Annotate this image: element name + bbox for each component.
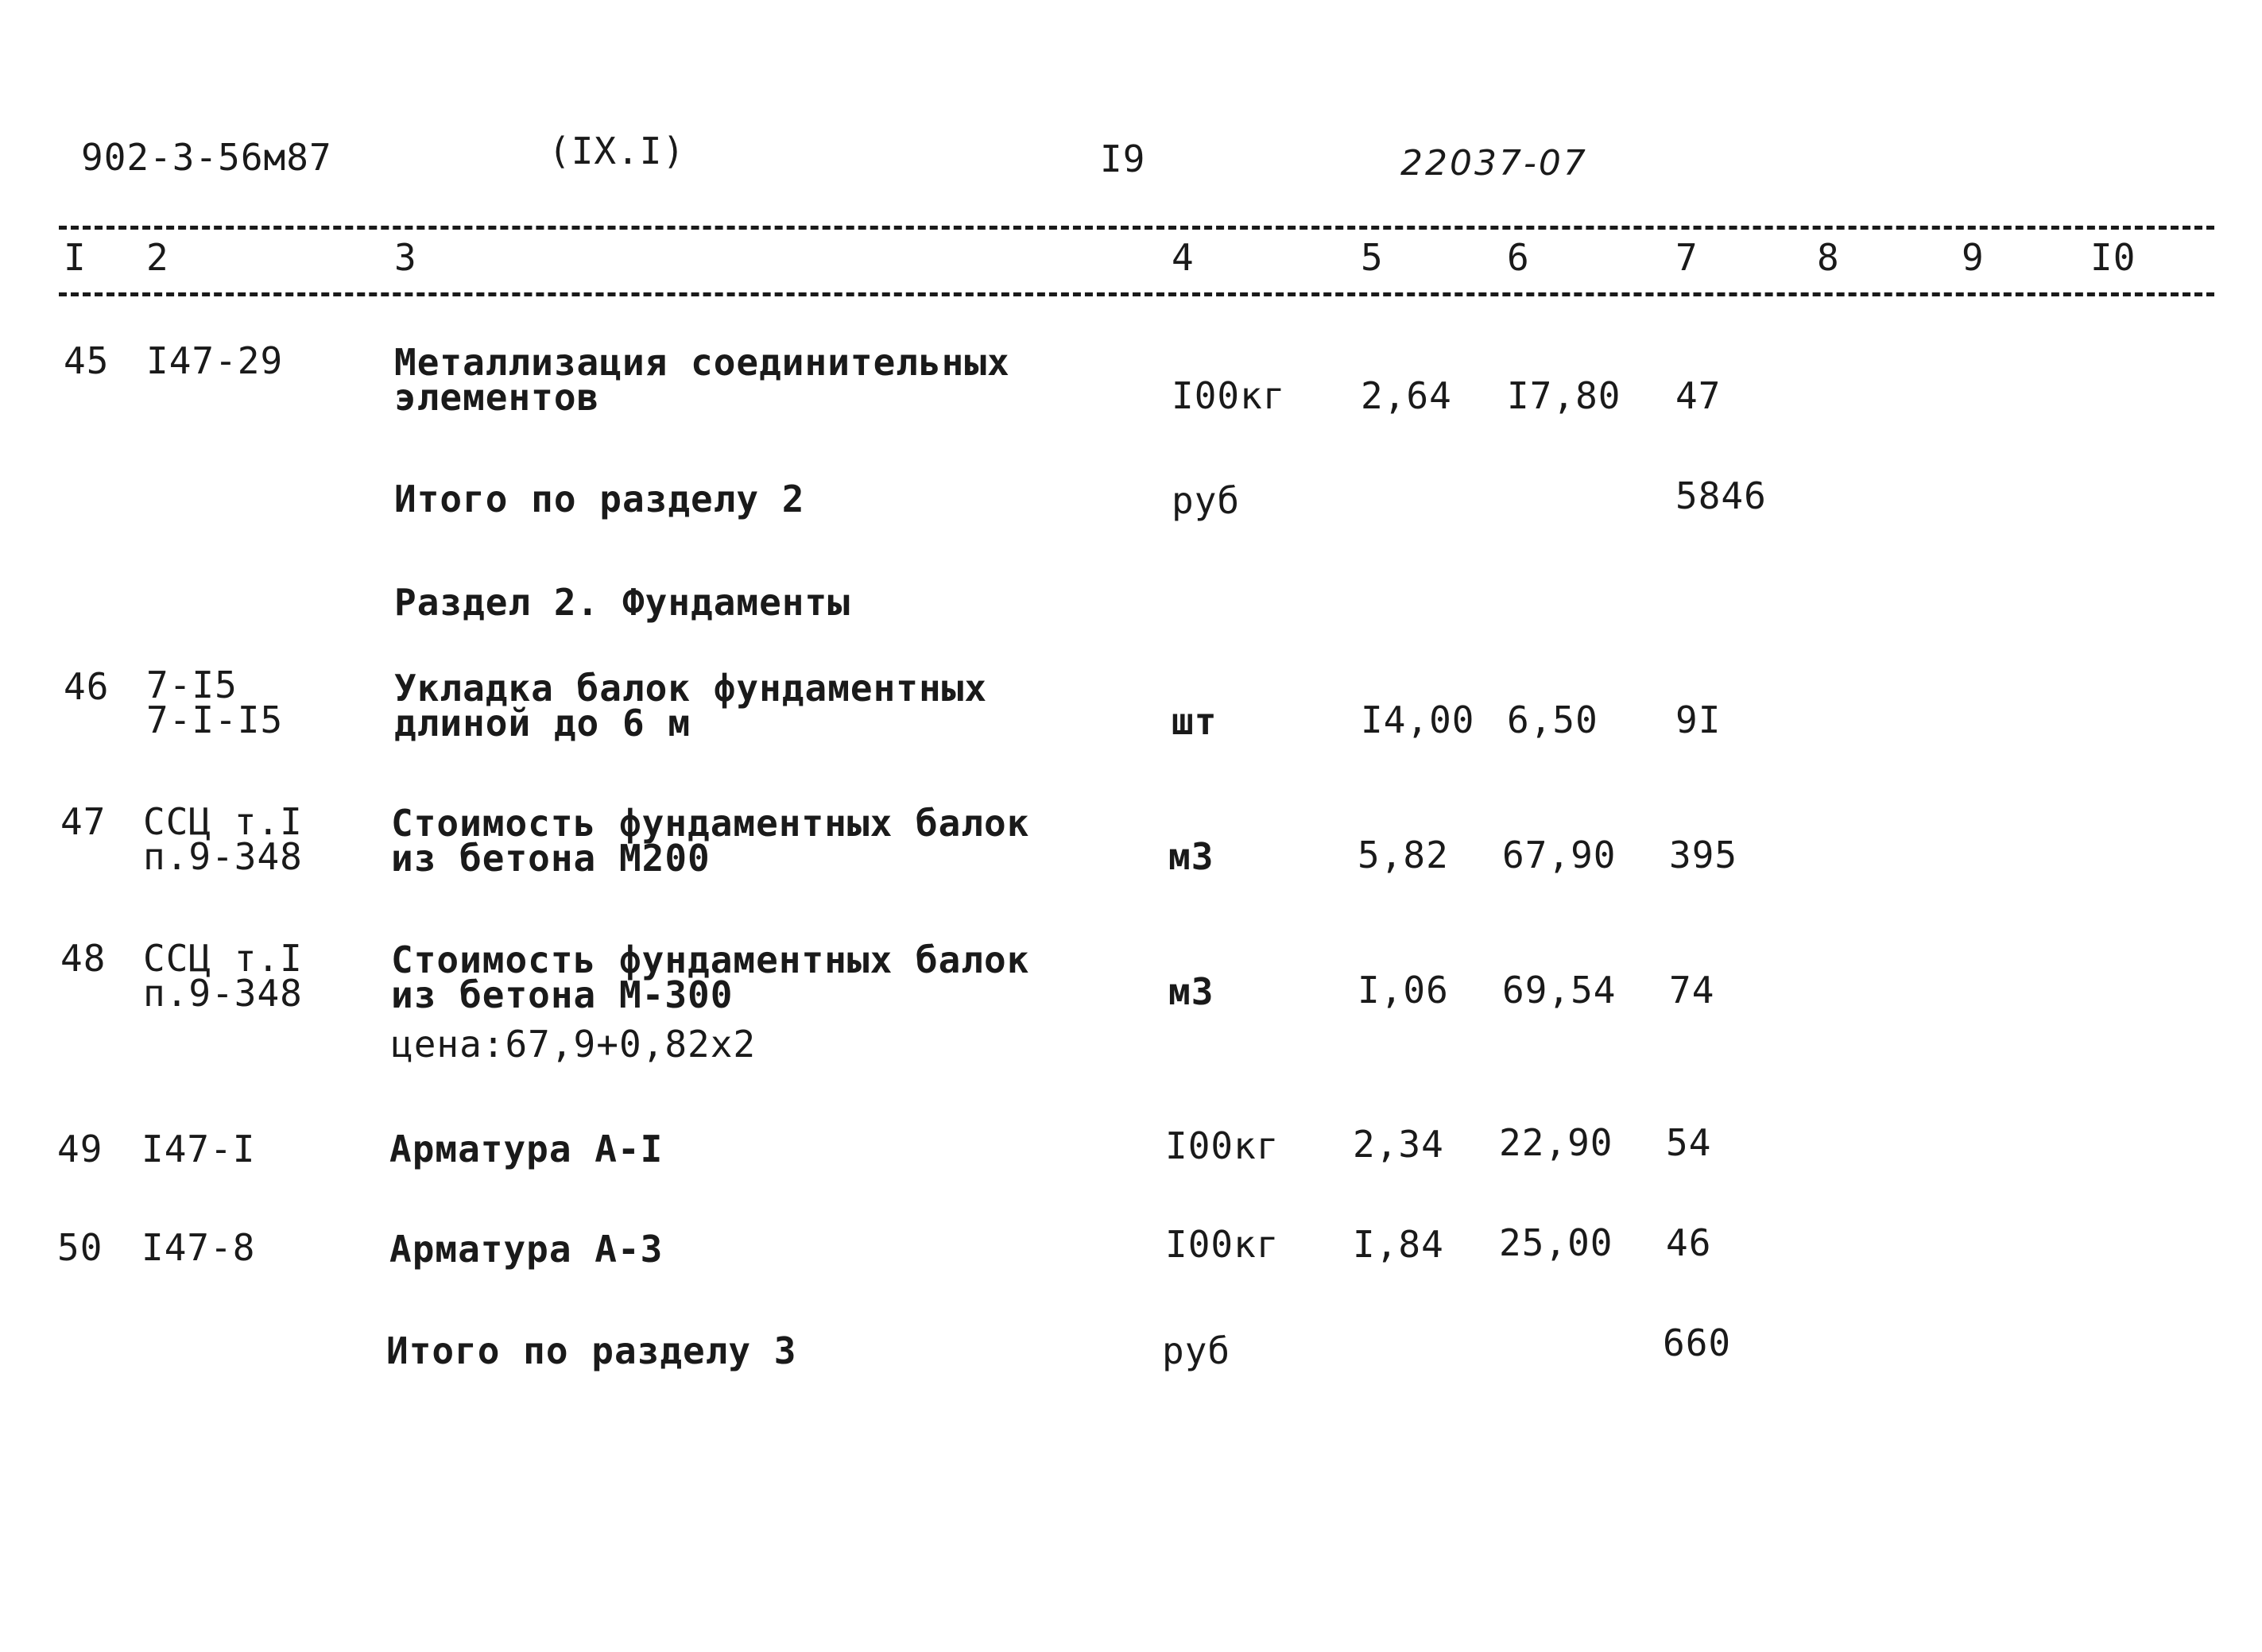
quantity: I,84 (1353, 1223, 1444, 1266)
column-header-8: 8 (1817, 236, 1840, 279)
page-number: I9 (1100, 137, 1146, 180)
column-header-10: I0 (2090, 236, 2136, 279)
unit: руб (1162, 1329, 1231, 1372)
header-top-rule (59, 226, 2214, 230)
unit-price: 25,00 (1499, 1221, 1613, 1264)
unit: I00кг (1165, 1223, 1280, 1266)
work-name-line: Арматура А-I (389, 1128, 664, 1170)
norm-code: п.9-348 (143, 972, 303, 1015)
norm-code: I47-8 (141, 1226, 256, 1269)
row-number: 45 (64, 339, 110, 382)
row-number: 50 (57, 1226, 103, 1269)
row-number: 48 (60, 937, 107, 980)
total-cost: 74 (1669, 969, 1715, 1012)
row-number: 47 (60, 800, 107, 843)
work-name-line: Укладка балок фундаментных (394, 667, 988, 710)
work-name-line: Стоимость фундаментных балок (391, 802, 1030, 845)
quantity: I4,00 (1361, 698, 1475, 741)
unit: руб (1172, 479, 1241, 522)
work-name-line: из бетона М200 (391, 837, 711, 880)
column-header-1: I (64, 236, 87, 279)
quantity: 2,34 (1353, 1123, 1444, 1166)
subtotal-label: Итого по разделу 2 (394, 478, 805, 520)
unit-price: I7,80 (1507, 374, 1621, 417)
column-header-6: 6 (1507, 236, 1530, 279)
work-name-line: элементов (394, 376, 600, 419)
norm-code: 7-I5 (146, 664, 238, 706)
unit-price: 67,90 (1502, 834, 1617, 876)
section-code: (IX.I) (548, 130, 686, 172)
quantity: 5,82 (1358, 834, 1449, 876)
column-header-3: 3 (394, 236, 417, 279)
unit-price: 6,50 (1507, 698, 1598, 741)
norm-code: I47-29 (146, 339, 284, 382)
unit: м3 (1168, 835, 1214, 878)
unit: м3 (1168, 970, 1214, 1013)
column-header-5: 5 (1361, 236, 1384, 279)
norm-code: п.9-348 (143, 835, 303, 878)
work-name-line: Стоимость фундаментных балок (391, 938, 1030, 981)
work-name-line: длиной до 6 м (394, 702, 691, 745)
quantity: 2,64 (1361, 374, 1452, 417)
unit: I00кг (1172, 374, 1286, 417)
unit-price: 22,90 (1499, 1121, 1613, 1164)
norm-code: ССЦ т.I (143, 800, 303, 843)
norm-code: ССЦ т.I (143, 937, 303, 980)
total-cost: 9I (1675, 698, 1722, 741)
total-cost: 5846 (1675, 474, 1767, 517)
total-cost: 54 (1666, 1121, 1712, 1164)
subtotal-label: Итого по разделу 3 (386, 1329, 797, 1372)
total-cost: 395 (1669, 834, 1738, 876)
work-name-line: Арматура А-3 (389, 1228, 664, 1271)
column-header-9: 9 (1962, 236, 1985, 279)
total-cost: 660 (1663, 1321, 1732, 1364)
quantity: I,06 (1358, 969, 1449, 1012)
unit-price: 69,54 (1502, 969, 1617, 1012)
unit: I00кг (1165, 1124, 1280, 1167)
work-name-line: Металлизация соединительных (394, 341, 1010, 384)
column-header-4: 4 (1172, 236, 1195, 279)
norm-code: I47-I (141, 1128, 256, 1170)
document-code: 902-3-56м87 (81, 136, 332, 179)
unit: шт (1172, 700, 1218, 743)
header-bottom-rule (59, 292, 2214, 296)
column-header-2: 2 (146, 236, 169, 279)
work-name-line: из бетона М-300 (391, 973, 734, 1016)
row-number: 46 (64, 665, 110, 708)
row-number: 49 (57, 1128, 103, 1170)
archive-number: 22037-07 (1400, 143, 1588, 184)
section-heading: Раздел 2. Фундаменты (394, 581, 850, 624)
total-cost: 47 (1675, 374, 1722, 417)
column-header-7: 7 (1675, 236, 1698, 279)
norm-code: 7-I-I5 (146, 698, 284, 741)
price-note: цена:67,9+0,82х2 (391, 1023, 757, 1066)
total-cost: 46 (1666, 1221, 1712, 1264)
